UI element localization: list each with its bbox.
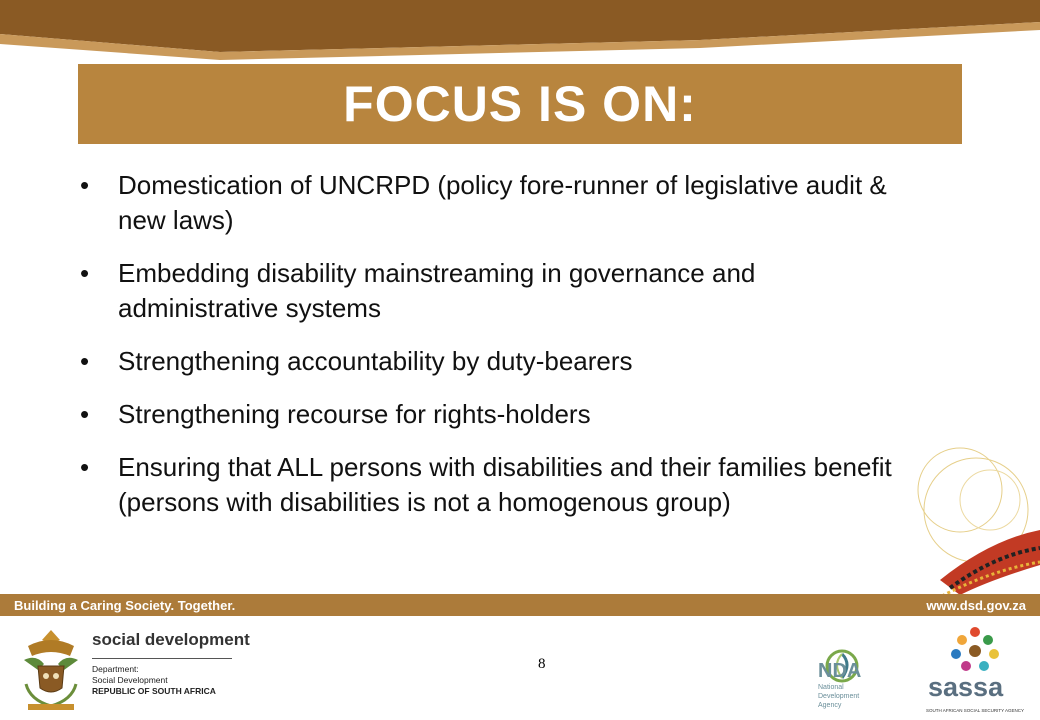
department-divider (92, 658, 232, 659)
bullet-icon: • (80, 452, 90, 482)
coat-of-arms-icon (16, 626, 86, 712)
title-bar (78, 64, 962, 144)
bullet-icon: • (80, 346, 90, 376)
list-item (80, 344, 920, 379)
bullet-icon: • (80, 170, 90, 200)
footer-tagline: Building a Caring Society. Together. (14, 597, 236, 613)
list-item (80, 256, 920, 326)
page-number: 8 (538, 656, 546, 672)
bullet-text: Strengthening accountability by duty-bearers (118, 346, 633, 376)
bullet-icon: • (80, 258, 90, 288)
top-decorative-band (0, 0, 1040, 62)
list-item (80, 397, 920, 432)
list-item (80, 450, 920, 520)
slide-title: FOCUS IS ON: (343, 76, 697, 132)
bullet-icon: • (80, 399, 90, 429)
bullet-text: Ensuring that ALL persons with disabilities and their families benefit (persons with disabilities is not a homogenous group) (118, 452, 892, 517)
decorative-circles-graphic (880, 430, 1040, 600)
nda-acronym: NDA (818, 660, 862, 682)
department-name: social development (92, 630, 250, 649)
bullet-text: Strengthening recourse for rights-holders (118, 399, 591, 429)
list-item (80, 168, 920, 238)
department-line1: Department: (92, 664, 139, 674)
department-line3: REPUBLIC OF SOUTH AFRICA (92, 686, 216, 696)
footer-band (0, 594, 1040, 616)
bullet-text: Domestication of UNCRPD (policy fore-runner of legislative audit & new laws) (118, 170, 887, 235)
sassa-name: sassa (928, 672, 1004, 702)
nda-line2: Development (818, 693, 860, 700)
department-line2: Social Development (92, 675, 168, 685)
nda-line3: Agency (818, 702, 842, 709)
bullet-text: Embedding disability mainstreaming in governance and administrative systems (118, 258, 756, 323)
nda-line1: National (818, 684, 844, 691)
footer-website-link[interactable]: www.dsd.gov.za (926, 597, 1026, 613)
bullet-list (80, 168, 920, 538)
sassa-full-name: SOUTH AFRICAN SOCIAL SECURITY AGENCY (926, 708, 1025, 713)
footer-logos (0, 616, 1040, 720)
